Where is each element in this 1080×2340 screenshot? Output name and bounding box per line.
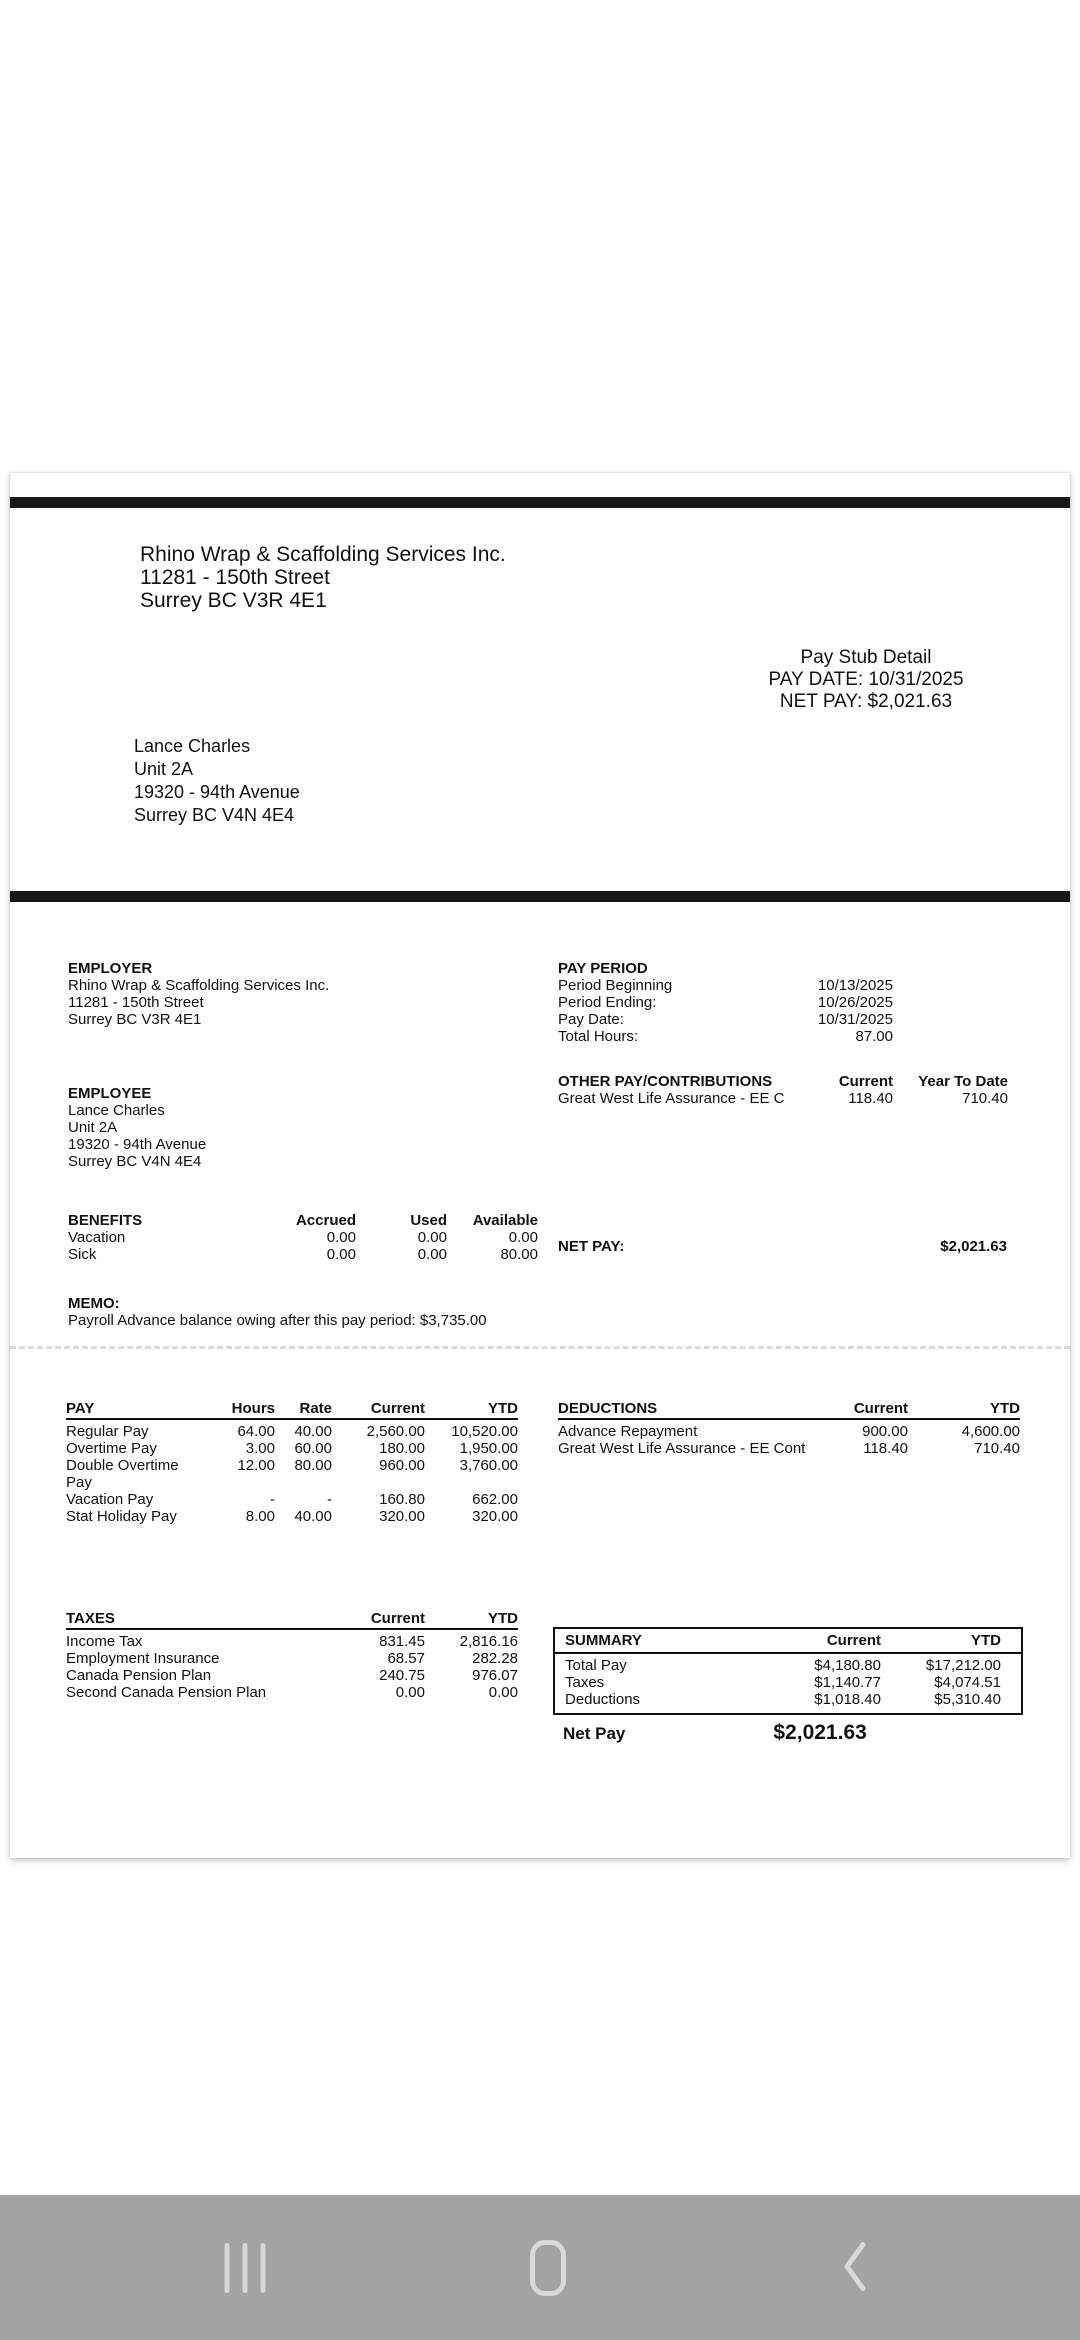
recents-icon[interactable] [225, 2243, 266, 2293]
tax-ytd: 2,816.16 [459, 1633, 518, 1650]
deduction-ytd: 710.40 [974, 1440, 1020, 1457]
benefit-accrued: 0.00 [326, 1246, 356, 1263]
taxes-heading: TAXES [66, 1610, 115, 1627]
pay-period-label: Total Hours: [558, 1028, 639, 1045]
tax-label: Income Tax [66, 1633, 143, 1650]
benefit-used: 0.00 [417, 1229, 447, 1246]
pay-col-hours: Hours [231, 1400, 275, 1417]
benefits-row [68, 1229, 538, 1246]
pay-period-row [558, 1028, 893, 1045]
employee-city: Surrey BC V4N 4E4 [134, 805, 295, 825]
employee-line: Surrey BC V4N 4E4 [68, 1153, 202, 1170]
pay-col-ytd: YTD [488, 1400, 518, 1417]
tax-label: Employment Insurance [66, 1650, 220, 1667]
summary-label: Taxes [565, 1674, 605, 1691]
employee-section [68, 1085, 206, 1170]
paystub-page[interactable] [10, 473, 1070, 1858]
pay-table-header [66, 1400, 518, 1420]
pay-row-label: Vacation Pay [66, 1491, 154, 1508]
summary-current: $1,140.77 [814, 1674, 881, 1691]
pay-period-row [558, 1011, 893, 1028]
employer-section [68, 960, 329, 1028]
deductions-table [558, 1400, 1020, 1457]
pay-row-label: Regular Pay [66, 1423, 149, 1440]
deductions-col-ytd: YTD [990, 1400, 1020, 1417]
pay-row [66, 1423, 518, 1440]
deduction-label: Great West Life Assurance - EE Cont [558, 1440, 806, 1457]
employee-unit: Unit 2A [134, 759, 194, 779]
deduction-row [558, 1423, 1020, 1440]
tax-row [66, 1684, 518, 1701]
tax-ytd: 282.28 [472, 1650, 518, 1667]
pay-row-current: 960.00 [379, 1457, 425, 1474]
pay-period-value: 10/26/2025 [817, 994, 893, 1011]
employee-heading: EMPLOYEE [68, 1085, 152, 1102]
pay-row [66, 1440, 518, 1457]
pay-row [66, 1491, 518, 1508]
company-street: 11281 - 150th Street [140, 566, 330, 589]
employee-street: 19320 - 94th Avenue [134, 782, 300, 802]
pay-row [66, 1457, 518, 1491]
pay-row-ytd: 662.00 [472, 1491, 518, 1508]
deductions-col-current: Current [853, 1400, 908, 1417]
mid-rule-bar [10, 891, 1070, 902]
other-pay-label: Great West Life Assurance - EE C [558, 1090, 785, 1107]
other-pay-heading: OTHER PAY/CONTRIBUTIONS [558, 1073, 773, 1090]
other-pay-col-ytd: Year To Date [918, 1073, 1008, 1090]
pay-row-label: Double Overtime Pay [66, 1457, 179, 1491]
tax-current: 240.75 [379, 1667, 425, 1684]
pay-period-value: 87.00 [855, 1028, 893, 1045]
pay-row-ytd: 3,760.00 [459, 1457, 518, 1474]
other-pay-section [558, 1073, 1008, 1107]
pay-period-row [558, 994, 893, 1011]
summary-header [555, 1629, 1021, 1654]
benefit-available: 0.00 [508, 1229, 538, 1246]
deductions-heading: DEDUCTIONS [558, 1400, 658, 1417]
summary-ytd: $5,310.40 [934, 1691, 1001, 1708]
employee-name: Lance Charles [134, 736, 251, 756]
net-pay-label: NET PAY: [558, 1238, 625, 1255]
memo-text: Payroll Advance balance owing after this pay period: $3,735.00 [68, 1312, 487, 1329]
memo-heading: MEMO: [68, 1295, 120, 1312]
deduction-ytd: 4,600.00 [961, 1423, 1020, 1440]
deduction-current: 118.40 [863, 1440, 908, 1457]
deduction-label: Advance Repayment [558, 1423, 698, 1440]
benefit-label: Sick [68, 1246, 97, 1263]
memo-section [68, 1295, 487, 1329]
net-pay-total-row [563, 1721, 1023, 1745]
summary-ytd: $4,074.51 [934, 1674, 1001, 1691]
pay-col-current: Current [370, 1400, 425, 1417]
pay-row-ytd: 10,520.00 [451, 1423, 518, 1440]
net-pay-total-value: $2,021.63 [773, 1721, 867, 1744]
android-navigation-bar [0, 2195, 1080, 2340]
company-city: Surrey BC V3R 4E1 [140, 589, 327, 612]
tax-ytd: 0.00 [488, 1684, 518, 1701]
pay-row-hours: - [270, 1491, 275, 1508]
taxes-header [66, 1610, 518, 1630]
benefit-label: Vacation [68, 1229, 126, 1246]
employee-line: Unit 2A [68, 1119, 118, 1136]
taxes-col-ytd: YTD [488, 1610, 518, 1627]
deduction-current: 900.00 [862, 1423, 908, 1440]
employer-heading: EMPLOYER [68, 960, 153, 977]
pay-row-label: Stat Holiday Pay [66, 1508, 177, 1525]
tax-label: Second Canada Pension Plan [66, 1684, 267, 1701]
pay-period-heading: PAY PERIOD [558, 960, 648, 977]
stub-net-pay: NET PAY: $2,021.63 [779, 691, 953, 712]
pay-period-value: 10/31/2025 [817, 1011, 893, 1028]
tax-label: Canada Pension Plan [66, 1667, 212, 1684]
employer-line: Rhino Wrap & Scaffolding Services Inc. [68, 977, 330, 994]
taxes-table [66, 1610, 518, 1701]
summary-ytd: $17,212.00 [925, 1657, 1001, 1674]
other-pay-ytd: 710.40 [962, 1090, 1008, 1107]
pay-row-rate: - [327, 1491, 332, 1508]
benefits-row [68, 1246, 538, 1263]
pay-row-current: 160.80 [379, 1491, 425, 1508]
other-pay-header-row [558, 1073, 1008, 1090]
employee-line: 19320 - 94th Avenue [68, 1136, 207, 1153]
summary-current: $1,018.40 [814, 1691, 881, 1708]
tax-current: 68.57 [387, 1650, 425, 1667]
perforation-dashed-line [10, 1346, 1070, 1349]
summary-col-current: Current [826, 1632, 881, 1649]
stub-pay-date: PAY DATE: 10/31/2025 [768, 669, 964, 690]
net-pay-total-label: Net Pay [563, 1724, 626, 1743]
deduction-row [558, 1440, 1020, 1457]
pay-row-rate: 40.00 [294, 1423, 332, 1440]
pay-heading: PAY [66, 1400, 95, 1417]
pay-row-current: 320.00 [379, 1508, 425, 1525]
other-pay-current: 118.40 [848, 1090, 893, 1107]
pay-row-ytd: 1,950.00 [459, 1440, 518, 1457]
benefit-used: 0.00 [417, 1246, 447, 1263]
summary-row [565, 1657, 1001, 1674]
pay-col-rate: Rate [299, 1400, 332, 1417]
home-icon[interactable] [530, 2240, 566, 2296]
other-pay-row [558, 1090, 1008, 1107]
pay-period-section [558, 960, 893, 1045]
tax-ytd: 976.07 [472, 1667, 518, 1684]
benefits-section [68, 1212, 538, 1263]
deductions-header [558, 1400, 1020, 1420]
tax-row [66, 1667, 518, 1684]
summary-current: $4,180.80 [814, 1657, 881, 1674]
company-address-block [140, 543, 506, 612]
pay-period-label: Period Beginning [558, 977, 673, 994]
pay-table [66, 1400, 518, 1525]
net-pay-row [558, 1238, 1007, 1255]
summary-heading: SUMMARY [565, 1632, 642, 1649]
tax-row [66, 1633, 518, 1650]
pay-row-rate: 80.00 [294, 1457, 332, 1474]
net-pay-value: $2,021.63 [940, 1238, 1007, 1255]
benefit-accrued: 0.00 [326, 1229, 356, 1246]
employee-address-block [134, 735, 300, 827]
pay-row-rate: 60.00 [294, 1440, 332, 1457]
pay-row-hours: 64.00 [237, 1423, 275, 1440]
employer-line: Surrey BC V3R 4E1 [68, 1011, 202, 1028]
employer-line: 11281 - 150th Street [68, 994, 204, 1011]
summary-table [553, 1627, 1023, 1715]
pay-row-hours: 8.00 [245, 1508, 275, 1525]
pay-period-label: Period Ending: [558, 994, 657, 1011]
pay-row-ytd: 320.00 [472, 1508, 518, 1525]
pay-period-label: Pay Date: [558, 1011, 624, 1028]
tax-row [66, 1650, 518, 1667]
summary-col-ytd: YTD [971, 1632, 1001, 1649]
summary-label: Total Pay [565, 1657, 627, 1674]
pay-row [66, 1508, 518, 1525]
other-pay-col-current: Current [838, 1073, 893, 1090]
summary-row [565, 1691, 1001, 1708]
pay-row-hours: 12.00 [237, 1457, 275, 1474]
benefits-col-accrued: Accrued [295, 1212, 356, 1229]
benefits-col-available: Available [472, 1212, 538, 1229]
tax-current: 0.00 [395, 1684, 425, 1701]
summary-row [565, 1674, 1001, 1691]
benefits-heading: BENEFITS [68, 1212, 143, 1229]
pay-row-current: 180.00 [379, 1440, 425, 1457]
benefit-available: 80.00 [500, 1246, 538, 1263]
pay-row-label: Overtime Pay [66, 1440, 157, 1457]
employee-line: Lance Charles [68, 1102, 165, 1119]
top-rule-bar [10, 497, 1070, 508]
tax-current: 831.45 [379, 1633, 425, 1650]
stub-header-block [716, 647, 1016, 713]
pay-period-row [558, 977, 893, 994]
benefits-header-row [68, 1212, 538, 1229]
pay-row-current: 2,560.00 [366, 1423, 425, 1440]
pay-row-rate: 40.00 [294, 1508, 332, 1525]
taxes-col-current: Current [370, 1610, 425, 1627]
pay-row-hours: 3.00 [245, 1440, 275, 1457]
benefits-col-used: Used [410, 1212, 447, 1229]
summary-label: Deductions [565, 1691, 641, 1708]
stub-title: Pay Stub Detail [800, 647, 932, 668]
back-icon[interactable] [840, 2240, 870, 2295]
pay-period-value: 10/13/2025 [817, 977, 893, 994]
company-name: Rhino Wrap & Scaffolding Services Inc. [140, 543, 506, 566]
